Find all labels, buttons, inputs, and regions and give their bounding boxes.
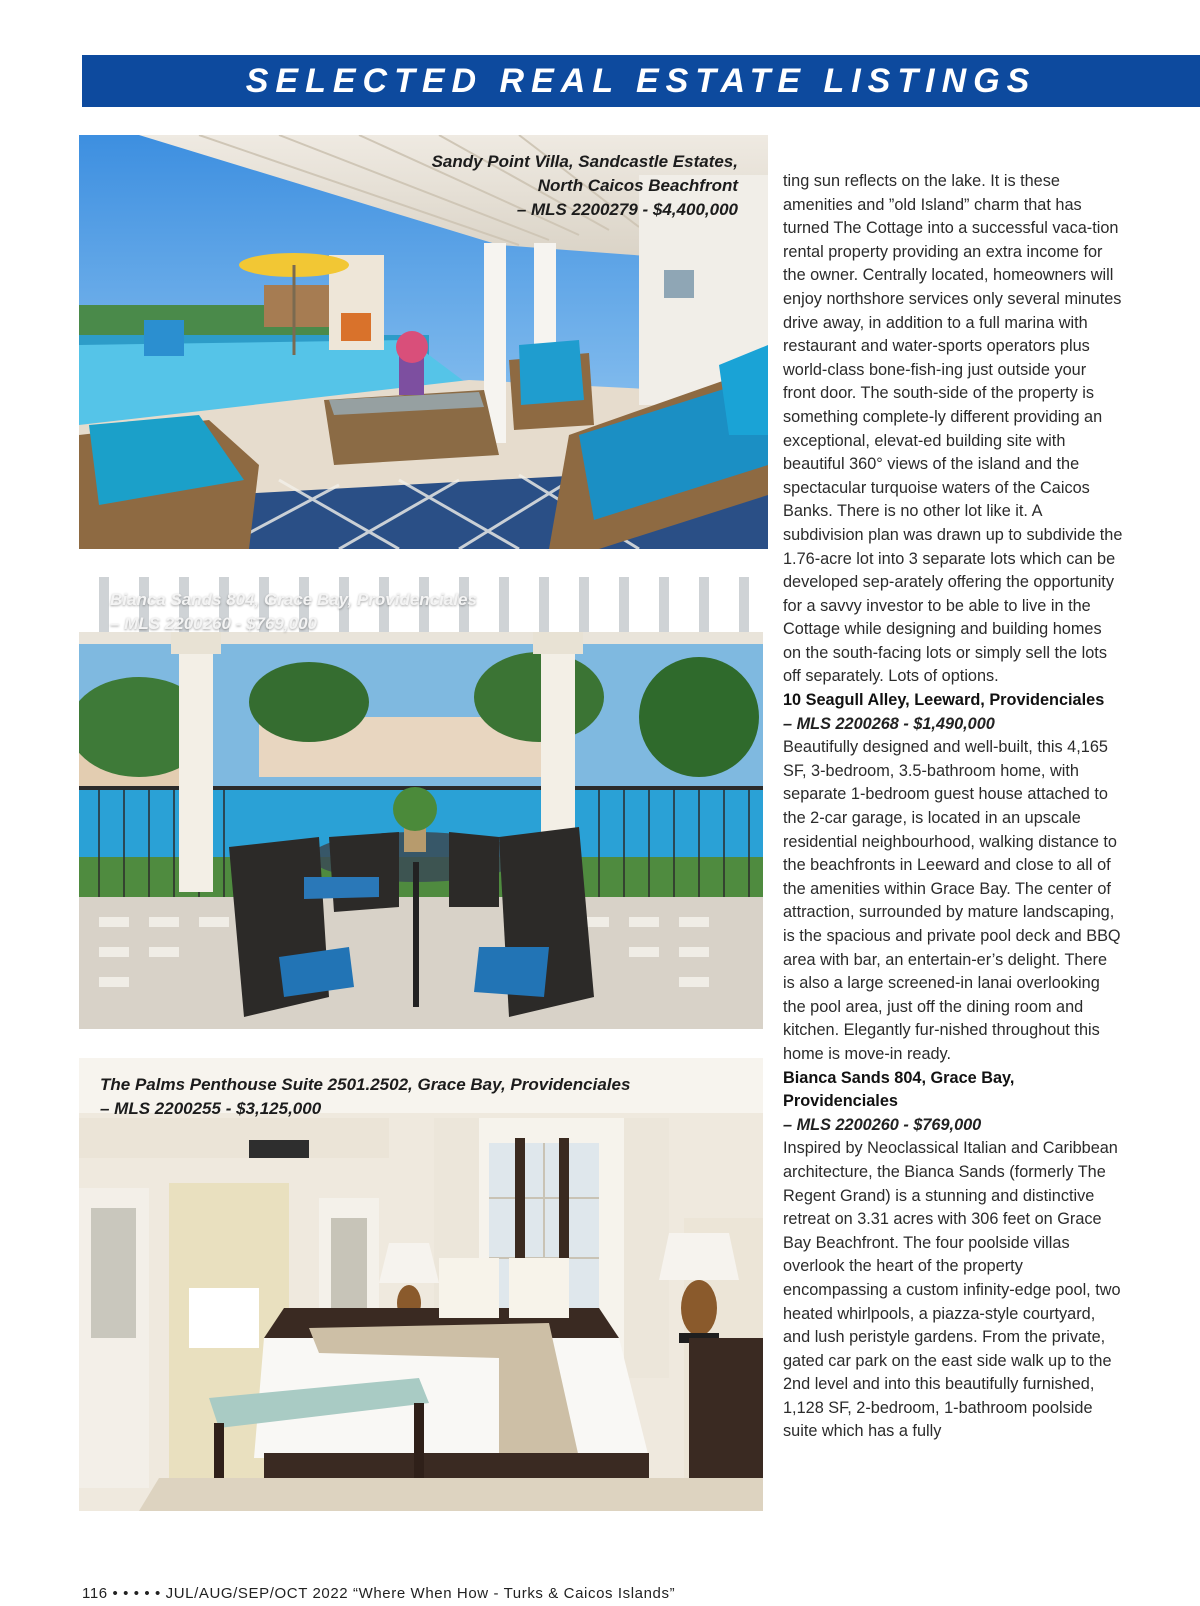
photo-palms-penthouse <box>79 1058 763 1511</box>
balcony-dining-image <box>79 577 763 1029</box>
listing-mls-seagull-alley: – MLS 2200268 - $1,490,000 <box>783 714 995 733</box>
listing-heading-seagull-alley: 10 Seagull Alley, Leeward, Providenciales <box>783 691 1105 710</box>
photo-bianca-sands <box>79 577 763 1029</box>
caption-line: North Caicos Beachfront <box>537 176 738 195</box>
listing-heading-bianca-sands: Bianca Sands 804, Grace Bay, Providenciales <box>783 1068 1015 1111</box>
caption-line: The Palms Penthouse Suite 2501.2502, Grace Bay, Providenciales <box>100 1075 631 1094</box>
page-footer <box>82 1585 675 1602</box>
photo-caption-bianca-sands <box>110 588 477 636</box>
listing-mls-bianca-sands: – MLS 2200260 - $769,000 <box>783 1115 982 1134</box>
footer-separator: • • • • • <box>112 1585 161 1602</box>
caption-line: – MLS 2200255 - $3,125,000 <box>100 1099 322 1118</box>
caption-line: Bianca Sands 804, Grace Bay, Providenciales <box>110 590 477 609</box>
photo-caption-palms-penthouse <box>100 1073 630 1121</box>
caption-line: – MLS 2200260 - $769,000 <box>110 614 317 633</box>
photo-caption-sandy-point <box>400 150 738 222</box>
listing-body-seagull-alley: Beautifully designed and well-built, this 4,165 SF, 3-bedroom, 3.5-bathroom home, with separate 1-bedroom guest house attached to the 2-car garage, is located in an upscale residential neighbourhood, walking distance to the beachfronts in Leeward and close to all of the amenities within Grace Bay. The center of attraction, surrounded by mature landscaping, is the spacious and private pool deck and BBQ area with bar, an entertain-er’s delight. There is also a large screened-in lanai overlooking the pool area, just off the dining room and kitchen. Elegantly fur-nished throughout this home is move-in ready. <box>783 738 1121 1063</box>
publication-name: “Where When How - Turks & Caicos Islands” <box>353 1585 676 1602</box>
article-column <box>783 170 1123 1444</box>
section-banner <box>82 55 1200 107</box>
bedroom-image <box>79 1058 763 1511</box>
listing-body-bianca-sands: Inspired by Neoclassical Italian and Caribbean architecture, the Bianca Sands (formerly The Regent Grand) is a stunning and distinctive retreat on 3.31 acres with 306 feet on Grace Bay Beachfront. The four poolside villas overlook the heart of the property encompassing a custom infinity-edge pool, two heated whirlpools, a piazza-style courtyard, and lush peristyle gardens. From the private, gated car park on the east side walk up to the 2nd level and into this beautifully furnished, 1,128 SF, 2-bedroom, 1-bathroom poolside suite which has a fully <box>783 1139 1121 1441</box>
caption-line: – MLS 2200279 - $4,400,000 <box>516 200 738 219</box>
caption-line: Sandy Point Villa, Sandcastle Estates, <box>431 152 738 171</box>
issue-date: JUL/AUG/SEP/OCT 2022 <box>165 1585 349 1602</box>
section-title: SELECTED REAL ESTATE LISTINGS <box>245 61 1037 100</box>
article-intro-paragraph: ting sun reflects on the lake. It is these amenities and ”old Island” charm that has turned The Cottage into a successful vaca-tion rental property providing an extra income for the owner. Centrally located, homeowners will enjoy northshore services only several minutes drive away, in addition to a full marina with restaurant and water-sports operators plus world-class bone-fish-ing just outside your front door. The south-side of the property is something complete-ly different providing an exceptional, elevat-ed building site with beautiful 360° views of the island and the spectacular turquoise waters of the Caicos Banks. There is no other lot like it. A subdivision plan was drawn up to subdivide the 1.76-acre lot into 3 separate lots which can be developed sep-arately offering the opportunity for a savvy investor to be able to live in the Cottage while designing and building homes on the south-facing lots or simply sell the lots off separately. Lots of options. <box>783 172 1123 686</box>
page-number: 116 <box>82 1585 108 1602</box>
